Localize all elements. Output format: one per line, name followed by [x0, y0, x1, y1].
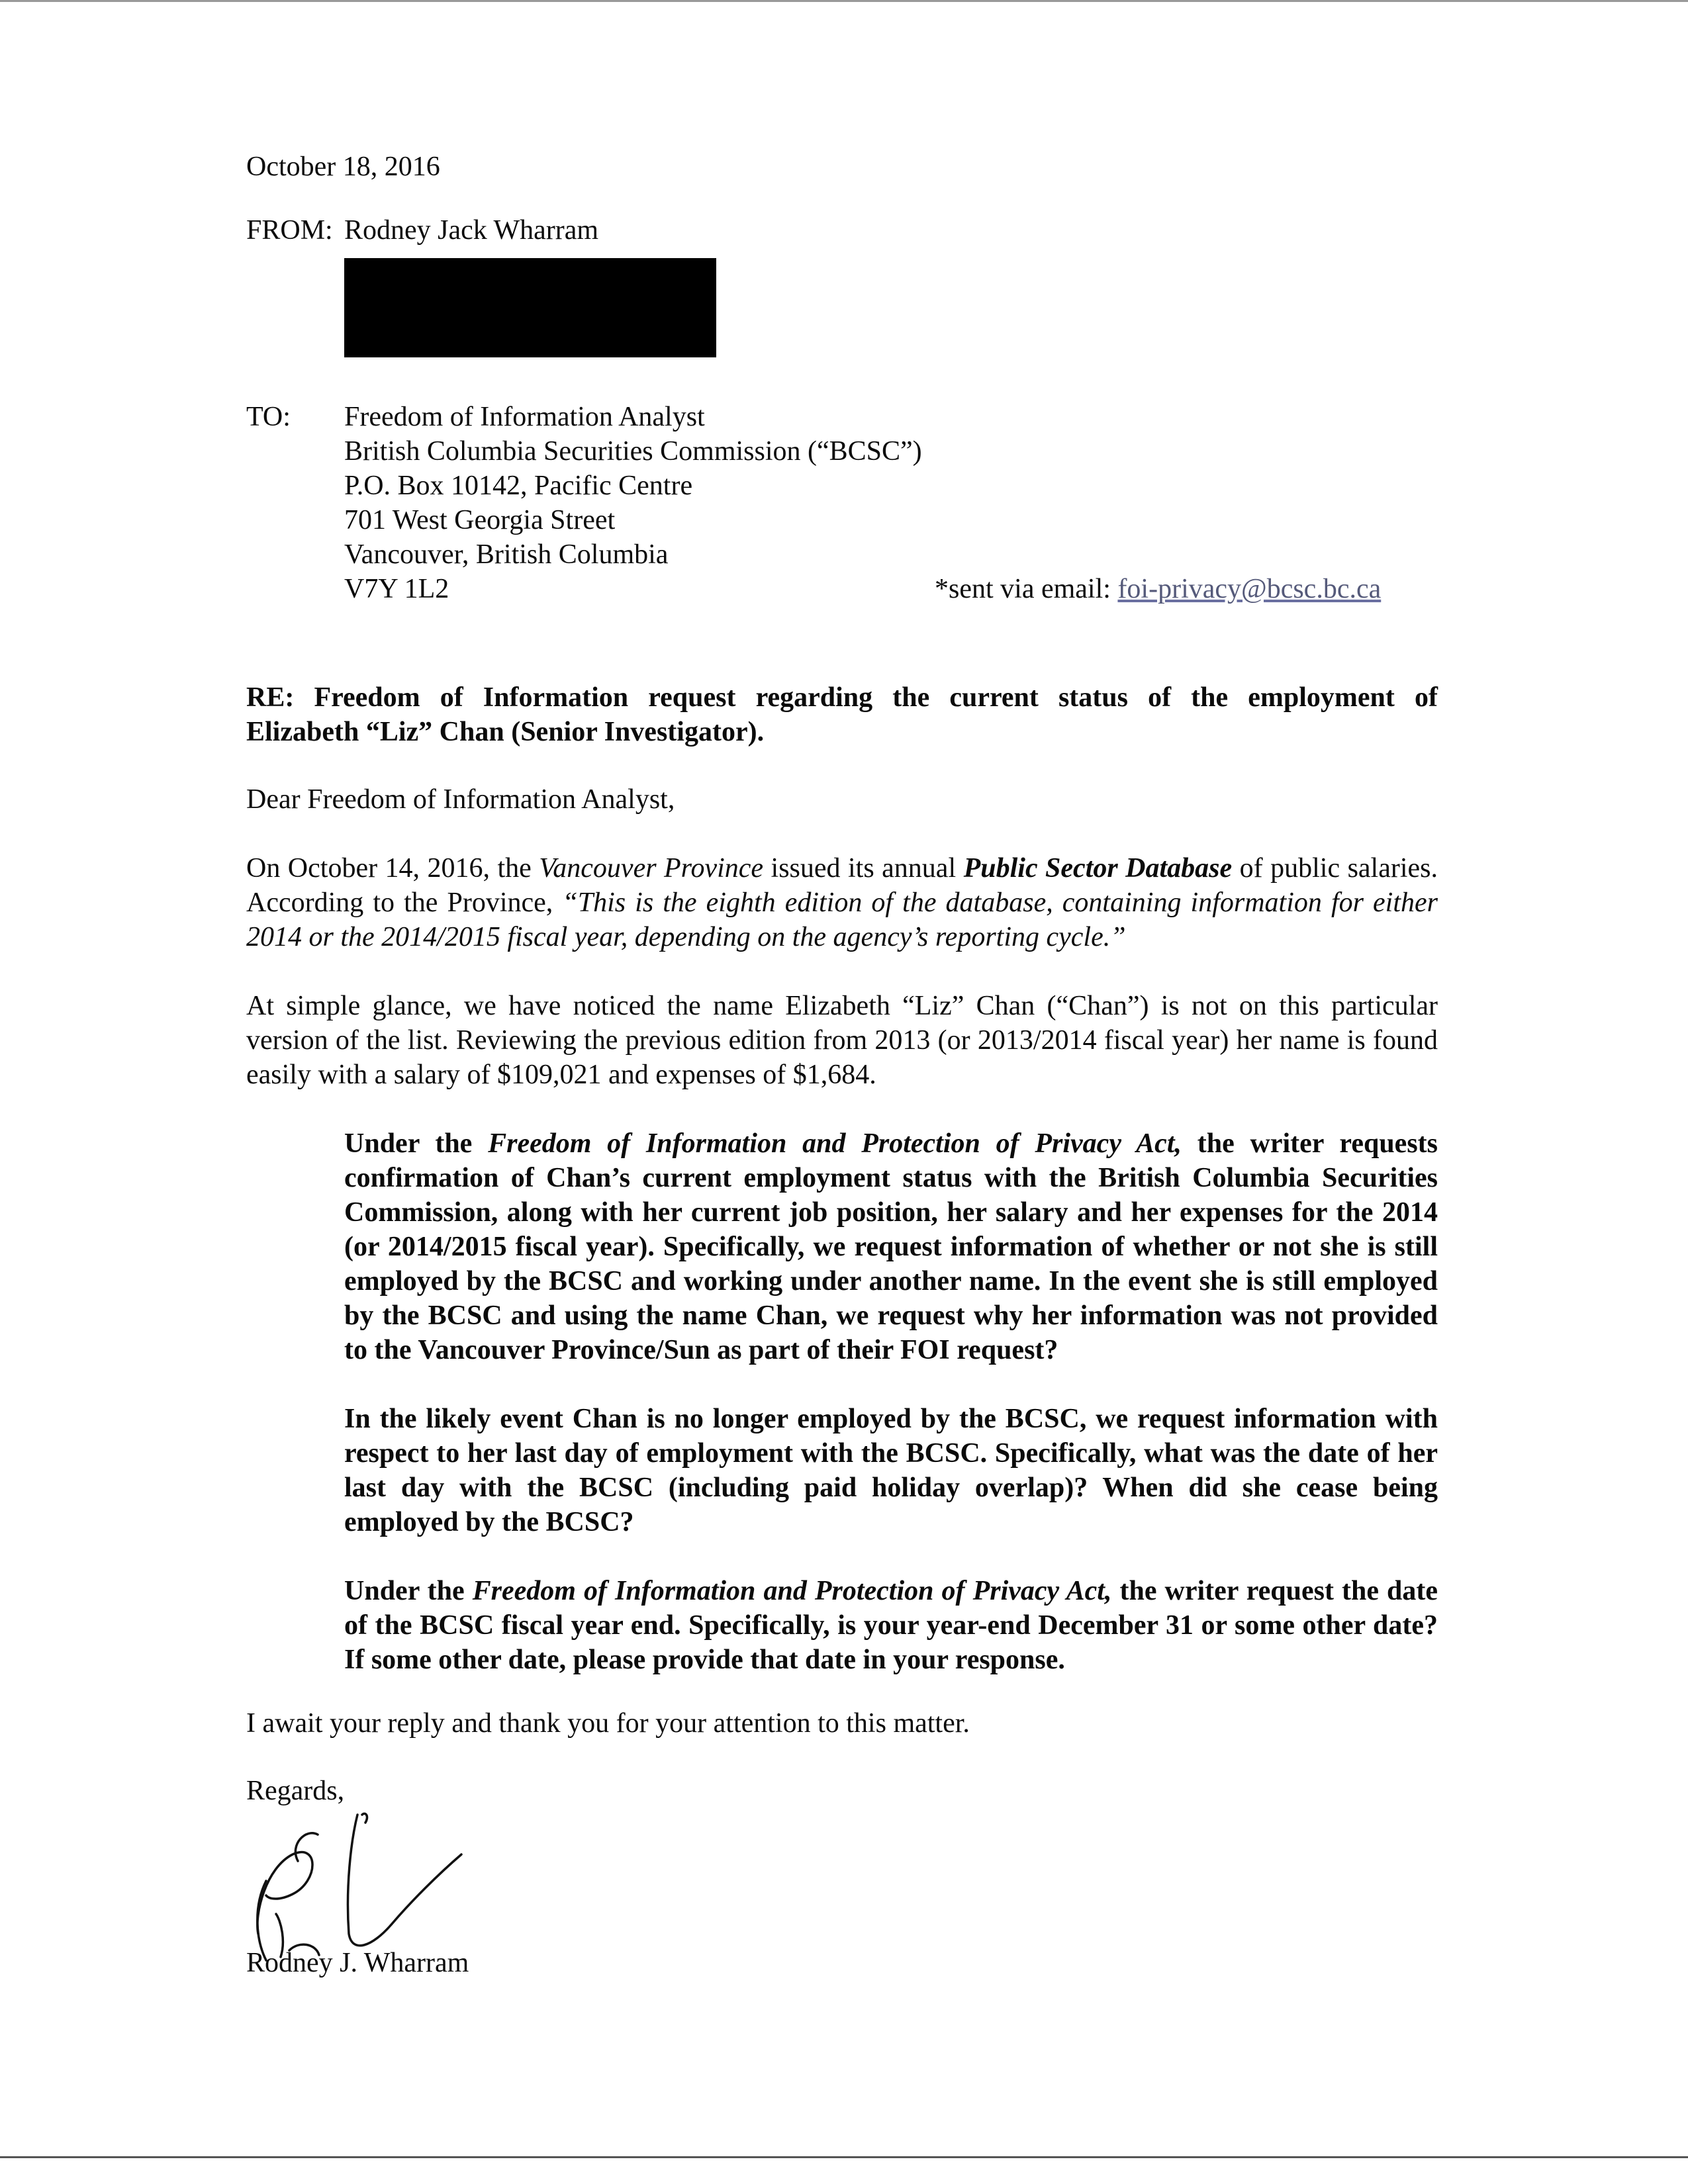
subject-line-1: RE: Freedom of Information request regarding the current status of the employment of: [246, 682, 1438, 713]
from-label: FROM:: [246, 215, 333, 246]
salutation: Dear Freedom of Information Analyst,: [246, 784, 675, 815]
regards: Regards,: [246, 1776, 345, 1806]
recipient-line: British Columbia Securities Commission (“BCSC”): [344, 436, 922, 467]
p1-text: issued its annual: [763, 853, 964, 884]
p3-text: the writer requests confirmation of Chan’s current employment status with the British Columbia Securities Commission, along with her current job position, her salary and her expenses for the 2014 (or 2014/2015 fiscal year). Specifically, we request information of whether or not she is still employed by the BCSC and working under another name. In the event she is still employed by the BCSC and using the name Chan, we request why her information was not provided to the Vancouver Province/Sun as part of their FOI request?: [344, 1128, 1438, 1365]
paragraph-3: [344, 1126, 1438, 1367]
p1-quote: “This is the eighth edition of the database, containing information for either 2014 or the 2014/2015 fiscal year, depending on the agency’s reporting cycle.”: [246, 887, 1438, 952]
email-link[interactable]: foi-privacy@bcsc.bc.ca: [1117, 574, 1382, 604]
to-block: [246, 400, 1438, 606]
paragraph-1: [246, 851, 1438, 954]
p3-act-name: Freedom of Information and Protection of Privacy Act,: [488, 1128, 1182, 1159]
closing-line: I await your reply and thank you for your attention to this matter.: [246, 1708, 970, 1739]
recipient-line: V7Y 1L2: [344, 574, 449, 604]
subject-line: [246, 680, 1438, 749]
from-block: [246, 213, 1438, 357]
sent-via-email: [935, 572, 1381, 606]
letter-body: [246, 150, 1438, 1978]
p5-text: Under the: [344, 1576, 473, 1606]
page-bottom-rule: [0, 2156, 1688, 2158]
p1-text: of public salaries. According to the Province,: [246, 853, 1438, 918]
p1-database-name: Public Sector Database: [963, 853, 1233, 884]
p1-text: On October 14, 2016, the: [246, 853, 539, 884]
signer-name: Rodney J. Wharram: [246, 1948, 469, 1978]
paragraph-4: In the likely event Chan is no longer employed by the BCSC, we request information with respect to her last day of employment with the BCSC. Specifically, what was the date of her last day with the BCSC (including paid holiday overlap)? When did she cease being employed by the BCSC?: [344, 1404, 1438, 1537]
subject-line-2: Elizabeth “Liz” Chan (Senior Investigator).: [246, 717, 765, 747]
redacted-address-block: [344, 258, 716, 357]
p1-publication: Vancouver Province: [539, 853, 764, 884]
recipient-line: Vancouver, British Columbia: [344, 539, 669, 570]
recipient-line: Freedom of Information Analyst: [344, 402, 705, 432]
sent-via-label: *sent via email:: [935, 574, 1118, 604]
page-top-rule: [0, 0, 1688, 2]
to-label: TO:: [246, 402, 291, 432]
p3-text: Under the: [344, 1128, 489, 1159]
signature-area: [246, 1808, 1438, 1978]
p5-text: the writer request the date of the BCSC fiscal year end. Specifically, is your year-end December 31 or some other date? If some other date, please provide that date in your response.: [344, 1576, 1438, 1675]
p5-act-name: Freedom of Information and Protection of Privacy Act,: [472, 1576, 1112, 1606]
from-name: Rodney Jack Wharram: [344, 215, 599, 246]
letter-date: October 18, 2016: [246, 152, 440, 182]
paragraph-5: [344, 1574, 1438, 1677]
recipient-line: 701 West Georgia Street: [344, 505, 616, 535]
recipient-line: P.O. Box 10142, Pacific Centre: [344, 471, 693, 501]
paragraph-2: At simple glance, we have noticed the name Elizabeth “Liz” Chan (“Chan”) is not on this particular version of the list. Reviewing the previous edition from 2013 (or 2013/2014 fiscal year) her name is found easily with a salary of $109,021 and expenses of $1,684.: [246, 991, 1438, 1090]
